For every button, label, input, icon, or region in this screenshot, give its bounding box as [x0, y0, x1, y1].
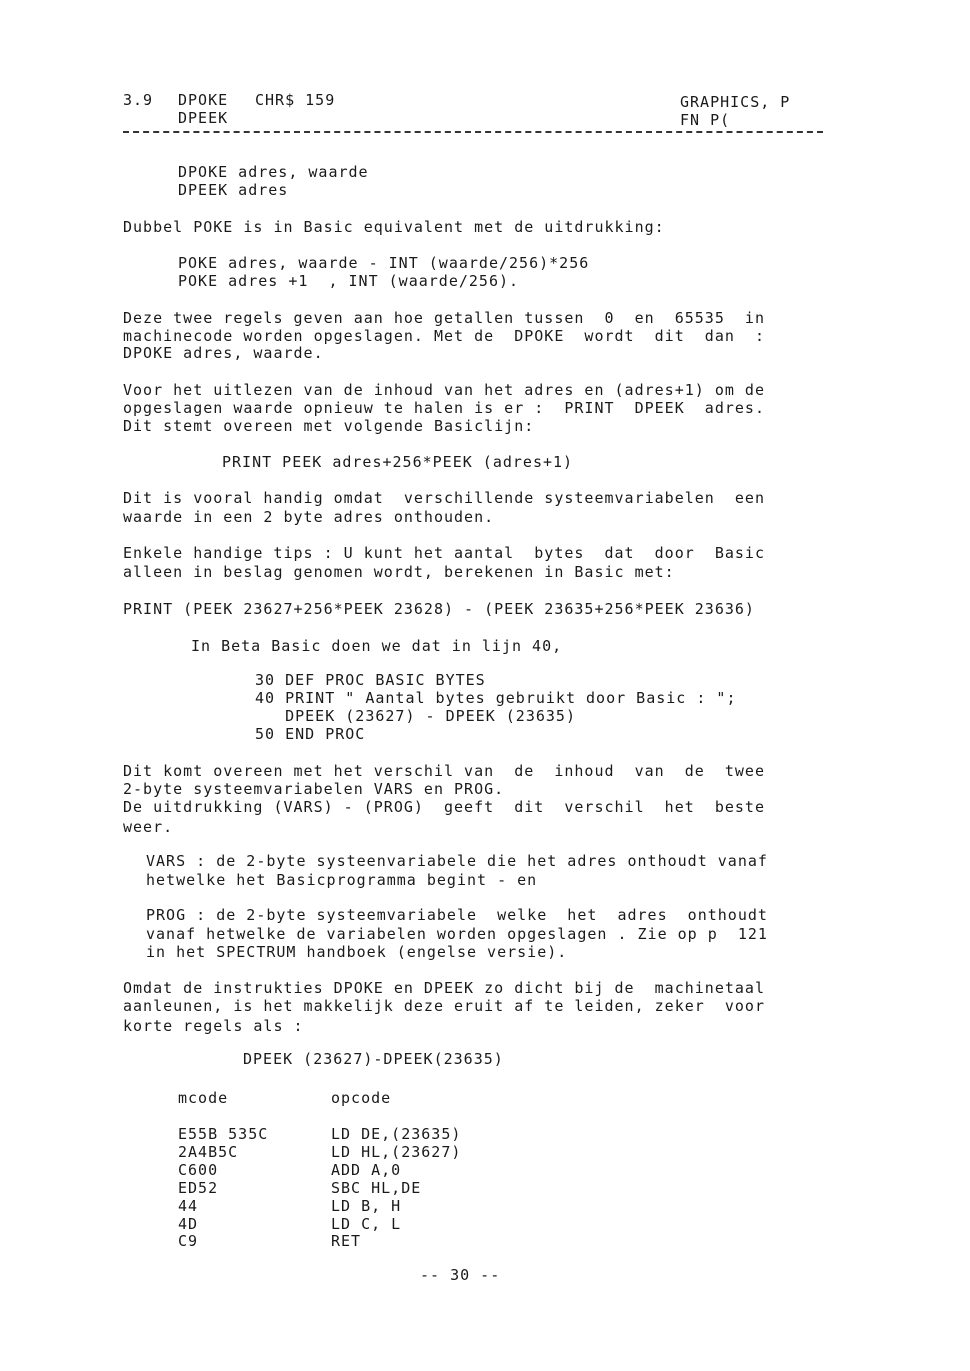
header-right-graphics: GRAPHICS, P	[680, 93, 791, 111]
program-line: 40 PRINT " Aantal bytes gebruikt door Basic : ";	[255, 689, 737, 707]
syntax-line: DPOKE adres, waarde	[178, 163, 369, 181]
program-line: DPEEK (23627) - DPEEK (23635)	[255, 707, 576, 725]
table-header-opcode: opcode	[331, 1089, 392, 1107]
table-cell-mcode: ED52	[178, 1179, 219, 1197]
paragraph-line: Voor het uitlezen van de inhoud van het adres en (adres+1) om de	[123, 381, 765, 399]
definition-line: in het SPECTRUM handboek (engelse versie).	[146, 943, 568, 961]
header-keyword-dpeek: DPEEK	[178, 109, 229, 127]
paragraph-line: Dit stemt overeen met volgende Basiclijn:	[123, 417, 535, 435]
table-cell-opcode: LD B, H	[331, 1197, 402, 1215]
paragraph-line: Dit is vooral handig omdat verschillende systeemvariabelen een	[123, 489, 765, 507]
table-cell-mcode: 2A4B5C	[178, 1143, 239, 1161]
code-line: POKE adres, waarde - INT (waarde/256)*256	[178, 254, 590, 272]
paragraph-line: Deze twee regels geven aan hoe getallen tussen 0 en 65535 in	[123, 309, 765, 327]
section-number: 3.9	[123, 91, 154, 109]
definition-line: vanaf hetwelke de variabelen worden opgeslagen . Zie op p 121	[146, 925, 768, 943]
code-line: POKE adres +1 , INT (waarde/256).	[178, 272, 520, 290]
table-cell-mcode: 44	[178, 1197, 199, 1215]
paragraph-line: De uitdrukking (VARS) - (PROG) geeft dit verschil het beste	[123, 798, 765, 816]
definition-line: PROG : de 2-byte systeemvariabele welke het adres onthoudt	[146, 906, 768, 924]
table-cell-mcode: C9	[178, 1232, 199, 1250]
definition-line: VARS : de 2-byte systeenvariabele die het adres onthoudt vanaf	[146, 852, 768, 870]
code-line: PRINT PEEK adres+256*PEEK (adres+1)	[222, 453, 574, 471]
paragraph-line: Dit komt overeen met het verschil van de inhoud van de twee	[123, 762, 765, 780]
header-keyword-dpoke: DPOKE	[178, 91, 229, 109]
page-number: -- 30 --	[420, 1266, 501, 1284]
table-cell-opcode: LD HL,(23627)	[331, 1143, 462, 1161]
paragraph-line: opgeslagen waarde opnieuw te halen is er : PRINT DPEEK adres.	[123, 399, 765, 417]
table-header-mcode: mcode	[178, 1089, 229, 1107]
header-chr-code: CHR$ 159	[255, 91, 336, 109]
paragraph-line: Omdat de instrukties DPOKE en DPEEK zo dicht bij de machinetaal	[123, 979, 765, 997]
definition-line: hetwelke het Basicprogramma begint - en	[146, 871, 538, 889]
paragraph-line: waarde in een 2 byte adres onthouden.	[123, 508, 495, 526]
table-cell-opcode: SBC HL,DE	[331, 1179, 422, 1197]
paragraph-line: 2-byte systeemvariabelen VARS en PROG.	[123, 780, 505, 798]
program-line: 50 END PROC	[255, 725, 366, 743]
code-line: DPEEK (23627)-DPEEK(23635)	[243, 1050, 504, 1068]
paragraph-line: machinecode worden opgeslagen. Met de DPOKE wordt dit dan :	[123, 327, 765, 345]
table-cell-opcode: LD C, L	[331, 1215, 402, 1233]
paragraph-line: weer.	[123, 818, 174, 836]
program-line: 30 DEF PROC BASIC BYTES	[255, 671, 486, 689]
syntax-line: DPEEK adres	[178, 181, 289, 199]
header-right-fn: FN P(	[680, 111, 731, 129]
paragraph-line: korte regels als :	[123, 1017, 304, 1035]
header-divider	[123, 131, 823, 133]
table-cell-opcode: RET	[331, 1232, 362, 1250]
paragraph-line: Dubbel POKE is in Basic equivalent met de uitdrukking:	[123, 218, 665, 236]
table-cell-mcode: C600	[178, 1161, 219, 1179]
table-cell-mcode: E55B 535C	[178, 1125, 269, 1143]
table-cell-mcode: 4D	[178, 1215, 199, 1233]
paragraph-line: Enkele handige tips : U kunt het aantal bytes dat door Basic	[123, 544, 765, 562]
paragraph-line: alleen in beslag genomen wordt, berekenen in Basic met:	[123, 563, 675, 581]
paragraph-line: DPOKE adres, waarde.	[123, 344, 324, 362]
paragraph-line: aanleunen, is het makkelijk deze eruit af te leiden, zeker voor	[123, 997, 765, 1015]
table-cell-opcode: ADD A,0	[331, 1161, 402, 1179]
table-cell-opcode: LD DE,(23635)	[331, 1125, 462, 1143]
code-line: PRINT (PEEK 23627+256*PEEK 23628) - (PEEK 23635+256*PEEK 23636)	[123, 600, 755, 618]
paragraph-line: In Beta Basic doen we dat in lijn 40,	[191, 637, 563, 655]
